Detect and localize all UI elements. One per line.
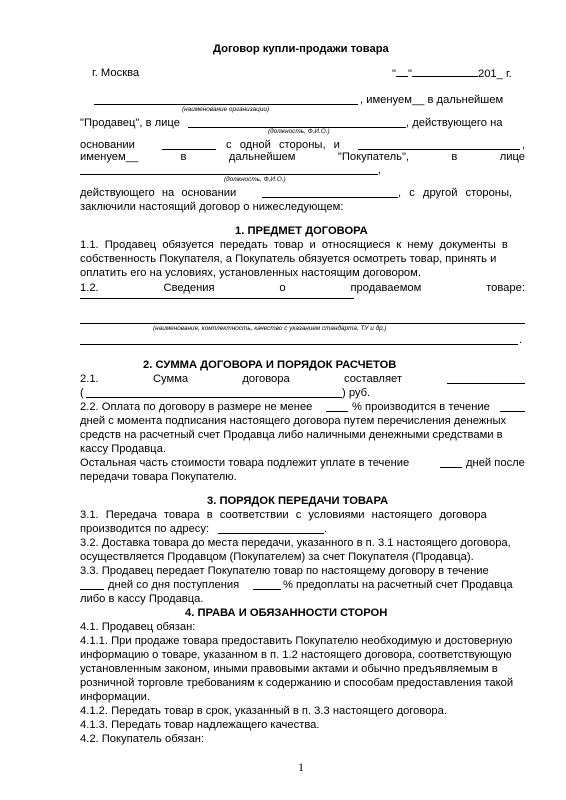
- buyer-w2: в: [180, 151, 187, 163]
- buyer-w6: лице: [499, 151, 525, 163]
- basis2-label: действующего на основании: [80, 187, 237, 199]
- section4-heading: 4. ПРАВА И ОБЯЗАННОСТИ СТОРОН: [185, 607, 388, 619]
- address-blank: [218, 533, 324, 534]
- s3-p1-end: .: [324, 523, 328, 535]
- s3-p3-l2-b: % предоплаты на расчетный счет Продавца: [283, 579, 513, 591]
- s4-line-5: розничной торговле требованиям к содержанию и способам предоставления такой: [80, 677, 514, 689]
- sum-words-blank: [86, 397, 342, 398]
- basis2-blank: [262, 197, 398, 198]
- basis1-label: основании: [80, 139, 135, 151]
- s3-p3-l2-a: дней со дня поступления: [108, 579, 240, 591]
- basis2-text: , с другой стороны,: [398, 187, 513, 199]
- s4-line-9: 4.2. Покупатель обязан:: [80, 733, 205, 745]
- buyer-line: [80, 150, 525, 164]
- document-title: Договор купли-продажи товара: [213, 43, 389, 55]
- buyer-w3: дальнейшем: [228, 151, 296, 163]
- page-number: 1: [298, 760, 304, 774]
- buyer-w5: в: [451, 151, 458, 163]
- hint-position-1: (должность, Ф.И.О.): [268, 128, 330, 135]
- goods-blank-1: [80, 298, 354, 299]
- s3-p3-l3: либо в кассу Продавца.: [80, 593, 204, 605]
- s4-line-1: 4.1. Продавец обязан:: [80, 621, 196, 633]
- s2-p1-w2: Сумма: [152, 373, 189, 385]
- s1-p1-l2: собственность Покупателя, а Покупатель обязуется осмотреть товар, принять и: [80, 253, 497, 265]
- s3-p1-b: производится по адресу:: [80, 523, 210, 535]
- s3-p3-l1: 3.3. Продавец передает Покупателю товар по настоящему договору в течение: [80, 565, 489, 577]
- s2-p3-l1-end: дней после: [466, 457, 525, 469]
- section3-heading: 3. ПОРЯДОК ПЕРЕДАЧИ ТОВАРА: [207, 495, 389, 507]
- percent-blank: [326, 411, 348, 412]
- s1-p2-w4: продаваемом: [350, 282, 422, 294]
- s2-p2-l2: дней с момента подписания настоящего договора путем перечисления денежных: [80, 415, 507, 427]
- date-field: " " 201_ г.: [392, 68, 512, 80]
- s2-p3-l2: передачи товара Покупателю.: [80, 471, 237, 483]
- s4-line-2: 4.1.1. При продаже товара предоставить Покупателю необходимую и достоверную: [80, 635, 513, 647]
- s3-p1: 3.1. Передача товара в соответствии с условиями настоящего договора: [80, 509, 487, 521]
- basis1-end: ,: [522, 139, 526, 151]
- buyer-w4: "Покупатель",: [337, 151, 410, 163]
- s2-p3-l1: Остальная часть стоимости товара подлежит уплате в течение: [80, 457, 410, 469]
- concluded-text: заключили настоящий договор о нижеследующем:: [80, 201, 344, 213]
- s4-line-7: 4.1.2. Передать товар в срок, указанный в п. 3.3 настоящего договора.: [80, 705, 447, 717]
- party1-suffix: , именуем__ в дальнейшем: [360, 94, 504, 106]
- s1-p2-w1: 1.2.: [80, 282, 99, 294]
- basis1-text: с одной стороны, и: [226, 139, 340, 151]
- days-blank-2: [440, 467, 462, 468]
- s4-line-6: информации.: [80, 691, 151, 703]
- s1-p2-w5: товаре:: [486, 282, 525, 294]
- s4-line-8: 4.1.3. Передать товар надлежащего качества.: [80, 719, 320, 731]
- s2-p2-a: 2.2. Оплата по договору в размере не менее: [80, 401, 313, 413]
- org-name-blank: [94, 104, 358, 105]
- section1-heading: 1. ПРЕДМЕТ ДОГОВОРА: [235, 225, 368, 237]
- s2-p1-w3: договора: [242, 373, 290, 385]
- s3-p2-l2: осуществляется Продавцом (Покупателем) за счет Покупателя (Продавца).: [80, 551, 474, 563]
- s2-p1-rub: ) руб.: [342, 387, 371, 399]
- hint-goods: (наименование, комплектность, качество с указанием стандарта, ТУ и др.): [153, 325, 387, 332]
- s2-p2-l3: средств на расчетный счет Продавца либо наличными денежными средствами в: [80, 429, 503, 441]
- goods-blank-3: [80, 344, 518, 345]
- section2-heading: 2. СУММА ДОГОВОРА И ПОРЯДОК РАСЧЕТОВ: [143, 359, 397, 371]
- goods-blank-2: [80, 323, 525, 324]
- s2-p2-l4: кассу Продавца.: [80, 443, 166, 455]
- s2-p1-line: [80, 372, 402, 386]
- days-blank-3: [80, 589, 104, 590]
- buyer-w1: именуем__: [80, 151, 139, 163]
- s1-p2-w3: о: [279, 282, 286, 294]
- buyer-rep-blank: [80, 174, 378, 175]
- buyer-rep-end: ,: [378, 164, 382, 176]
- s1-p2-w2: Сведения: [163, 282, 215, 294]
- s3-p2-l1: 3.2. Доставка товара до места передачи, указанного в п. 3.1 настоящего договора,: [80, 537, 511, 549]
- s4-line-4: установленным законом, иными правовыми актами и обычно предъявляемым в: [80, 663, 498, 675]
- s1-end-dot: .: [519, 334, 523, 346]
- s2-p1-open: (: [80, 387, 84, 399]
- s2-p1-w4: составляет: [343, 373, 402, 385]
- city-label: г. Москва: [92, 67, 140, 79]
- hint-position-2: (должность, Ф.И.О.): [224, 176, 286, 183]
- sum-blank: [447, 383, 525, 384]
- s2-p2-b: % производится в течение: [352, 401, 490, 413]
- s4-line-3: информацию о товаре, указанном в п. 1.2 настоящего договора, соответствующую: [80, 649, 512, 661]
- s1-p1-l3: оплатить его на условиях, установленных настоящим договором.: [80, 267, 421, 279]
- s2-p1-w1: 2.1.: [80, 373, 99, 385]
- days-blank-1: [500, 411, 525, 412]
- seller-suffix: , действующего на: [406, 117, 503, 129]
- seller-prefix: "Продавец", в лице: [80, 117, 180, 129]
- s1-p2-line: [80, 281, 525, 295]
- prepay-blank: [253, 589, 281, 590]
- s1-p1-l1: 1.1. Продавец обязуется передать товар и относящиеся к нему документы в: [80, 239, 508, 251]
- hint-org: (наименование организации): [182, 106, 270, 113]
